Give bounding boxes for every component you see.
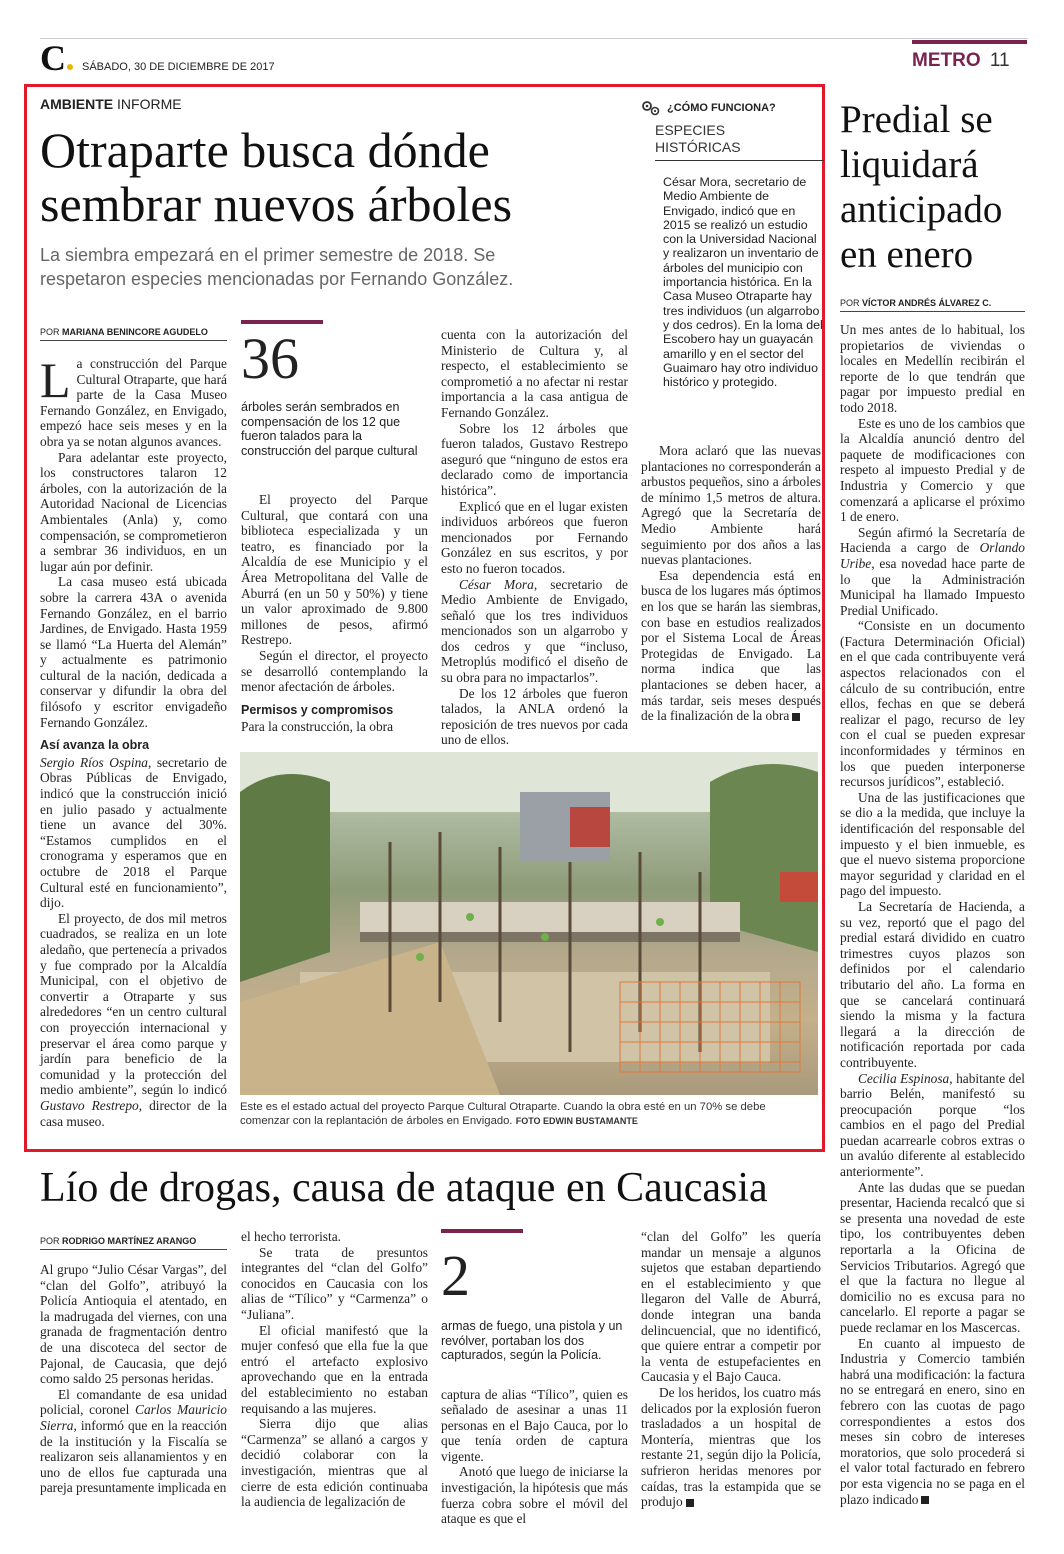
section-name: METRO — [912, 50, 981, 71]
article3-col3: 2 armas de fuego, una pistola y un revólver, portaban los dos capturados, según la Policía. captura de alias “Tílico”, quien es señalado de asesinar a unas 11 personas en el Bajo Cauca, por lo que tenía orden de captura vigente. Anotó que luego de iniciarse la investigación, la hipótesis que más fuerza cobra sobre el móvil del ataque es que el — [441, 1229, 628, 1527]
article2-byline: POR VÍCTOR ANDRÉS ÁLVAREZ C. — [840, 298, 1025, 312]
section-label — [912, 49, 1010, 73]
edition-date: SÁBADO, 30 DE DICIEMBRE DE 2017 — [82, 61, 275, 73]
article1-col2: 36 árboles serán sembrados en compensación de los 12 que fueron talados para la construcción del parque cultural El proyecto del Parque Cultural, que contará con una biblioteca especializada y un teatro, es financiado por la Alcaldía de ese Municipio y el Área Metropolitana del Valle de Aburrá (en un 50 y 50%) y tiene un valor aproximado de 9.800 millones de pesos, afirmó Restrepo. Según el director, el proyecto se desarrolló contemplando la menor afectación de árboles. Permisos y compromisos Para la construcción, la obra — [241, 320, 428, 735]
article1-col1: POR MARIANA BENINCORE AGUDELO La construcción del Parque Cultural Otraparte, que hará parte de la Casa Museo Fernando González, en Envigado, empezó hace seis meses y en la obra ya se notan algunos avances. Para adelantar este proyecto, los constructores talaron 12 árboles, con la autorización de la Autoridad Nacional de Licencias Ambientales (Anla) y, como compensación, se comprometieron a sembrar 36 individuos, en un lugar aún por definir. La casa museo está ubicada sobre la carrera 43A o avenida Fernando González, en el barrio Jardines, de Envigado. Hasta 1959 se llamó “La Huerta del Alemán” y actualmente es patrimonio cultural de la nación, dedicada a conservar y difundir la obra del filósofo y escritor envigadeño Fernando González. Así avanza la obra Sergio Ríos Ospina, secretario de Obras Públicas de Envigado, indicó que la construcción inició en julio pasado y actualmente tiene un avance del 30%. “Estamos cumplidos en el cronograma y esperamos que en octubre de 2018 el Parque Cultural esté en funcionamiento”, dijo. El proyecto, de dos mil metros cuadrados, se realiza en un lote aledaño, que pertenecía a privados y fue comprado por la Alcaldía Municipal, con el objetivo de convertir a Otraparte y sus alrededores “en un centro cultural con proyección internacional y preservar el área como parque y jardín para beneficio de la comunidad y la protección del medio ambiente”, según lo indicó Gustavo Restrepo, director de la casa museo. — [40, 327, 227, 1129]
article1-headline: Otraparte busca dónde sembrar nuevos árboles — [40, 122, 513, 232]
subhead-obra: Así avanza la obra — [40, 738, 150, 753]
article3-col4: “clan del Golfo” les quería mandar un mensaje a algunos sujetos que estaban departiendo en el establecimiento y que llegaron del Valle de Aburrá, donde integran una banda delincuencial, que no identificó, que quiere entrar a competir por la venta de estupefacientes en Caucasia y el Bajo Cauca. De los heridos, los cuatro más delicados por la explosión fueron trasladados a un hospital de Montería, mientras que los restante 21, según dijo la Policía, sufrieron heridas menores por caídas, tras la estampida que se produjo — [641, 1229, 821, 1510]
article2-headline: Predial se liquidará anticipado en enero — [840, 98, 1003, 276]
end-mark — [921, 1496, 929, 1504]
info-box-title: ESPECIES HISTÓRICAS — [655, 122, 741, 155]
subhead-permisos: Permisos y compromisos — [241, 702, 394, 717]
info-box-text: César Mora, secretario de Medio Ambiente de Envigado, indicó que en 2015 se realizó un estudio con la Universidad Nacional y realizaron un inventario de árboles del municipio con importancia histórica. En la Casa Museo Otraparte hay tres individuos (un algarrobo y dos cedros). En la loma del Escobero hay un guayacán amarillo y en el sector del Guaimaro hay otro individuo histórico y protegido. — [663, 175, 823, 390]
stat-text: árboles serán sembrados en compensación de los 12 que fueron talados para la construcción del parque cultural — [241, 400, 418, 458]
construction-photo — [240, 752, 818, 1095]
article3-col1: POR RODRIGO MARTÍNEZ ARANGO Al grupo “Julio César Vargas”, del “clan del Golfo”, atribuyó la Policía Antioquia el atentado, en la madrugada del viernes, con una granada de fragmentación dentro de una discoteca del sector de Pajonal, de Caucasia, que dejó como saldo 25 personas heridas. El comandante de esa unidad policial, coronel Carlos Mauricio Sierra, informó que en la reacción de la institución y la Fiscalía se realizaron seis allanamientos y en uno de ellos fue capturada una pareja presuntamente implicada en — [40, 1236, 227, 1496]
article3-col2: el hecho terrorista. Se trata de presuntos integrantes del “clan del Golfo” conocidos en Caucasia con los alias de “Tílico” y “Carmenza” o “Juliana”. El oficial manifestó que la mujer confesó que ella fue la que entró el artefacto explosivo aprovechando que en la entrada del establecimiento no estaban requisando a las mujeres. Sierra dijo que alias “Carmenza” se allanó a cargos y decidió colaborar con la investigación, mientras que al cierre de esta edición continuaba la audiencia de legalización de — [241, 1229, 428, 1510]
article3-byline: POR RODRIGO MARTÍNEZ ARANGO — [40, 1236, 227, 1250]
info-box-kicker: ¿CÓMO FUNCIONA? — [667, 102, 776, 114]
article1-subheadline: La siembra empezará en el primer semestre de 2018. Se respetaron especies mencionadas por Fernando González. — [40, 245, 514, 289]
end-mark — [792, 713, 800, 721]
page-number: 11 — [989, 50, 1010, 71]
gears-icon — [641, 100, 661, 116]
article2-col: POR VÍCTOR ANDRÉS ÁLVAREZ C. Un mes antes de lo habitual, los propietarios de viviendas o locales en Medellín recibirán el reporte de lo que tendrán que pagar por impuesto predial en todo 2018. Este es uno de los cambios que la Alcaldía anunció dentro del paquete de modificaciones con respeto al impuesto Predial y de Industria y Comercio y que comenzará a aplicarse el próximo 1 de enero. Según afirmó la Secretaría de Hacienda a cargo de Orlando Uribe, esa novedad hace parte de lo que la Administración Municipal ha llamado Impuesto Predial Unificado. “Consiste en un documento (Factura Determinación Oficial) en el que cada contribuyente verá aspectos relacionados con el cálculo de su contribución, entre ellos, fechas en que se deberá realizar el pago, recurso de ley con el cual se pueden expresar inconformidades y términos en los que pueden interponerse recursos jurídicos”, estableció. Una de las justificaciones que se dio a la medida, que incluye la identificación del responsable del impuesto y el bien inmueble, es que el nuevo sistema proporcione mayor seguridad y claridad en el pago del impuesto. La Secretaría de Hacienda, a su vez, reportó que el pago del predial estará dividido en cuatro trimestres cuyos plazos son definidos por el calendario tributario del año. La forma en que se cancelará continuará siendo la misma y la factura llegará a la dirección de notificación reportada por cada contribuyente. Cecilia Espinosa, habitante del barrio Belén, manifestó su preocupación porque “los cambios en el pago del Predial puedan acarrearle cobros extras o un avalúo diferente al establecido anteriormente”. Ante las dudas que se puedan presentar, Hacienda recalcó que si se presenta una novedad de este tipo, los contribuyentes deben reportarla a la Oficina de Servicios Tributarios. Agregó que el que la factura no llegue al domicilio no es excusa para no cancelarlo. El reporte a pagar se puede reclamar en los Mascercas. En cuanto al impuesto de Industria y Comercio también habrá una modificación: la factura no se entregará en enero, sino en febrero con las cuotas de pago correspondientes a estos dos meses sin cobro de intereses moratorios, que solo procederá si el valor total facturado en febrero por esta vigencia no se paga en el plazo indicado — [840, 298, 1025, 1507]
photo-illustration — [240, 752, 818, 1095]
stat-number-2: 2 — [441, 1243, 470, 1308]
info-box — [641, 100, 824, 389]
article1-kicker: AMBIENTE INFORME — [40, 96, 182, 112]
top-rule — [40, 38, 1028, 39]
logo-dot — [67, 64, 73, 70]
stat-bar — [241, 320, 323, 324]
article3-headline: Lío de drogas, causa de ataque en Caucasia — [40, 1165, 768, 1211]
newspaper-logo: C — [40, 40, 73, 76]
stat-text: armas de fuego, una pistola y un revólver, portaban los dos capturados, según la Policía. — [441, 1319, 623, 1362]
article1-byline: POR MARIANA BENINCORE AGUDELO — [40, 327, 227, 341]
article1-col4: Mora aclaró que las nuevas plantaciones no corresponderán a arbustos pequeños, sino a árboles de mínimo 1,5 metros de altura. Agregó que la Secretaría de Medio Ambiente hará seguimiento por dos años a las nuevas plantaciones. Esa dependencia está en busca de los lugares más óptimos en los que se harán las siembras, con base en estudios realizados por el Sistema Local de Áreas Protegidas de Envigado. La norma indica que las plantaciones se deben hacer, a más tardar, seis meses después de la finalización de la obra — [641, 443, 821, 724]
end-mark — [686, 1499, 694, 1507]
photo-caption: Este es el estado actual del proyecto Parque Cultural Otraparte. Cuando la obra esté en un 70% se debe comenzar con la replantación de árboles en Envigado. FOTO EDWIN BUSTAMANTE — [240, 1101, 766, 1127]
dropcap: L — [40, 352, 71, 408]
info-box-kicker-row — [641, 100, 824, 116]
info-box-rule — [655, 160, 824, 161]
stat-number-36: 36 — [241, 326, 299, 391]
stat-bar — [441, 1229, 523, 1233]
article1-col3: cuenta con la autorización del Ministerio de Cultura y, al respecto, el establecimiento se comprometió a no afectar ni restar importancia a la casa antigua de Fernando González. Sobre los 12 árboles que fueron talados, Gustavo Restrepo aseguró que “ninguno de estos era declarado como de importancia histórica”. Explicó que en el lugar existen individuos arbóreos que fueron mencionados por Fernando González en sus escritos, y por esto no fueron tocados. César Mora, secretario de Medio Ambiente de Envigado, señaló que los tres individuos mencionados son un algarrobo y dos cedros y que “incluso, Metroplús modificó el diseño de su obra para no impactarlos”. De los 12 árboles que fueron talados, la ANLA ordenó la reposición de tres nuevos por cada uno de ellos. — [441, 327, 628, 748]
section-bar — [912, 40, 1027, 44]
